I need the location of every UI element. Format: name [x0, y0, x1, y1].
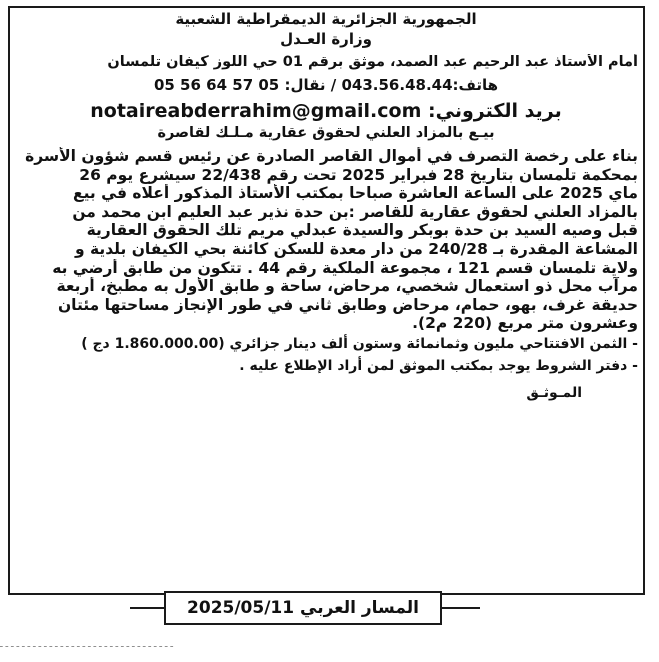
body-line-10: وعشرون متر مربع (220 م2).	[412, 314, 638, 333]
body-line-8: مرآب محل ذو استعمال شخصي، مرحاض، ساحة و طابق الأول به مطبخ، أربعة	[56, 277, 638, 296]
ministry-heading: وزارة العـدل	[280, 30, 372, 48]
email-label: بريد الكتروني:	[428, 100, 562, 122]
footer-rule-left	[130, 607, 164, 609]
body-line-7: ولاية تلمسان قسم 121 ، مجموعة الملكية رقم 44 . تتكون من طابق أرضي به	[52, 258, 638, 277]
body-line-2: بمحكمة تلمسان بتاريخ 28 فبراير 2025 تحت رقم 22/438 سيشرع يوم 26	[79, 165, 638, 184]
body-line-9: حديقة غرف، بهو، حمام، مرحاض وطابق ثاني في طور الإنجاز مساحتها مئتان	[57, 295, 638, 314]
notary-office: أمام الأستاذ عبد الرحيم عبد الصمد، موثق برقم 01 حي اللوز كيفان تلمسان	[107, 54, 638, 70]
email-address: notaireabderrahim@gmail.com	[90, 100, 422, 122]
conditions-note: - دفتر الشروط يوجد بمكتب الموثق لمن أراد الإطلاع عليه .	[239, 357, 638, 374]
body-line-1: بناء على رخصة التصرف في أموال القاصر الصادرة عن رئيس قسم شؤون الأسرة	[25, 147, 638, 165]
republic-heading: الجمهورية الجزائرية الديمقراطية الشعبية	[175, 10, 477, 28]
notary-signature: المـوثـق	[526, 384, 582, 401]
publication-stamp: المسار العربي 2025/05/11	[164, 591, 442, 625]
body-line-4: بالمزاد العلني لحقوق عقارية للقاصر :بن حدة نذير عبد العليم ابن محمد من	[72, 202, 638, 221]
body-line-6: المشاعة المقدرة بـ 240/28 من دار معدة للسكن كائنة بحي الكيفان بلدية و	[74, 239, 638, 258]
body-line-3: ماي 2025 على الساعة العاشرة صباحا بمكتب الأستاذ المذكور أعلاه في بيع	[73, 184, 638, 203]
body-line-5: قبل وصيه السيد بن حدة بوبكر والسيدة عبدلي مريم تلك الحقوق العقارية	[86, 221, 638, 240]
next-article-fragment: ـ ـ ـ ـ ـ ـ ـ ـ ـ ـ ـ ـ ـ ـ ـ ـ ـ ـ ـ ـ ـ ـ ـ ـ ـ ـ ـ ـ ـ ـ ـ ـ	[0, 640, 174, 650]
notice-body	[14, 147, 638, 333]
notice-title: بيـع بالمزاد العلني لحقوق عقارية مـلـك لقاصرة	[157, 125, 495, 141]
legal-notice	[14, 10, 638, 407]
phone-numbers: هاتف:043.56.48.44 / نقال: 05 57 64 56 05	[153, 76, 499, 94]
email-line	[14, 100, 638, 125]
footer-rule-right	[442, 607, 480, 609]
opening-price: - الثمن الافتتاحي مليون وثمانمائة وستون ألف دينار جزائري (1.860.000.00 دج )	[81, 335, 638, 352]
